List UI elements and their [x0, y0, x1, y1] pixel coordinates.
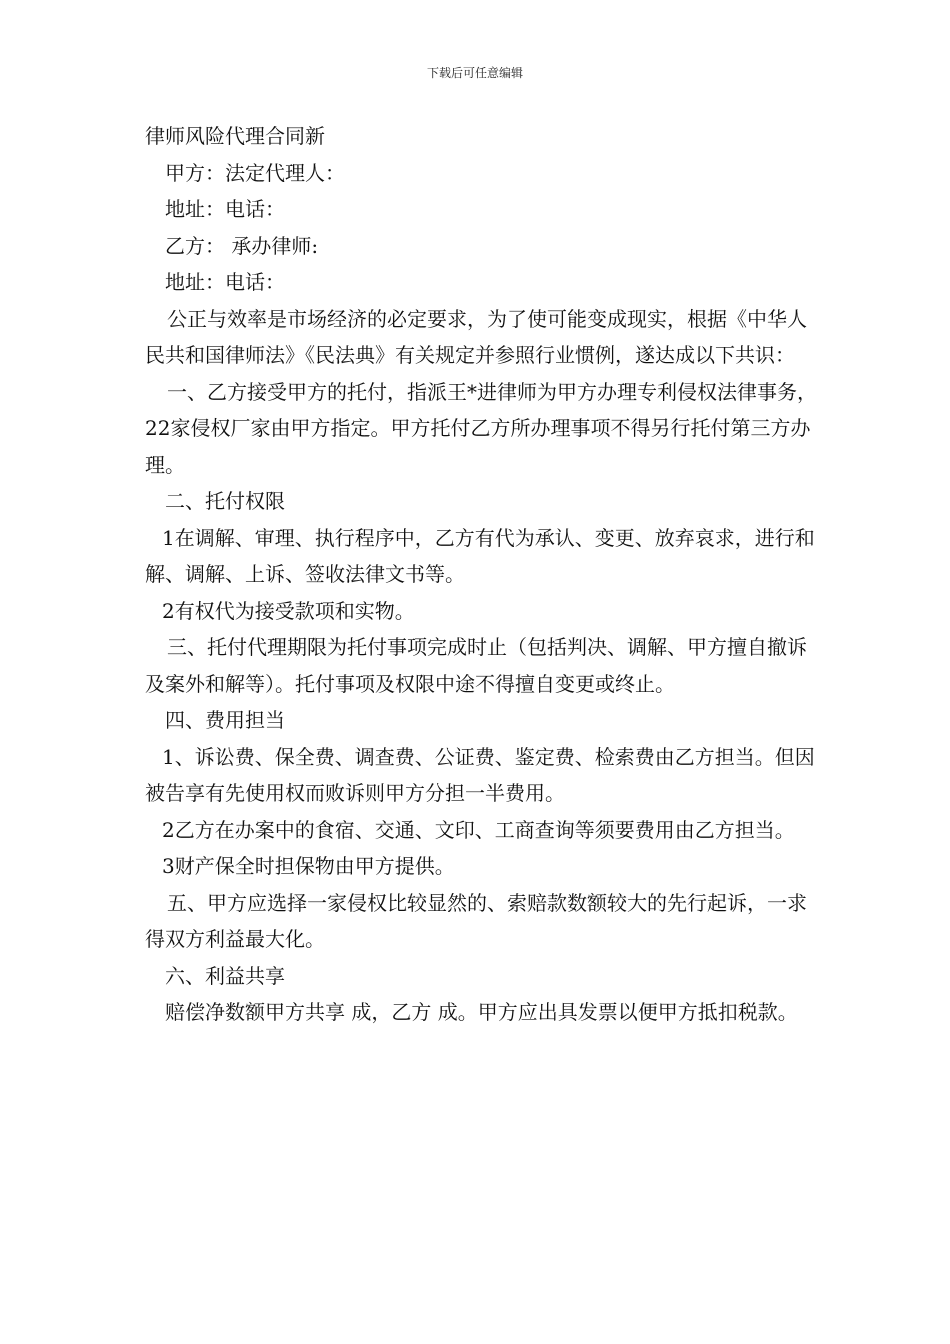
clause-4-heading: 四、费用担当 — [165, 708, 285, 732]
party-b-line: 乙方： 承办律师: — [165, 233, 319, 258]
party-a-line: 甲方：法定代理人： — [165, 160, 345, 185]
clause-1-paragraph: 一、乙方接受甲方的托付，指派王*进律师为甲方办理专利侵权法律事务，22家侵权厂家由甲方指定。甲方托付乙方所办理事项不得另行托付第三方办理。 — [145, 379, 817, 477]
clause-5-paragraph: 五、甲方应选择一家侵权比较显然的、索赔款数额较大的先行起诉，一求得双方利益最大化。 — [145, 890, 807, 951]
clause-6-heading: 六、利益共享 — [165, 963, 285, 988]
clause-3-paragraph: 三、托付代理期限为托付事项完成时止（包括判决、调解、甲方擅自撤诉及案外和解等）。托付事项及权限中途不得擅自变更或终止。 — [145, 635, 807, 696]
clause-4-item-1: 1、诉讼费、保全费、调查费、公证费、鉴定费、检索费由乙方担当。但因被告享有先使用权而败诉则甲方分担一半费用。 — [145, 744, 815, 805]
clause-2-item-2: 2有权代为接受款项和实物。 — [162, 598, 415, 623]
preamble-paragraph: 公正与效率是市场经济的必定要求，为了使可能变成现实，根据《中华人民共和国律师法》《民法典》有关规定并参照行业惯例，遂达成以下共识： — [145, 306, 807, 367]
document-title: 律师风险代理合同新 — [145, 124, 325, 148]
clause-4-item-2: 2乙方在办案中的食宿、交通、文印、工商查询等须要费用由乙方担当。 — [162, 817, 795, 842]
clause-4-item-3: 3财产保全时担保物由甲方提供。 — [162, 854, 455, 878]
party-a-address-line: 地址：电话： — [165, 197, 285, 221]
party-b-address-line: 地址：电话： — [165, 270, 285, 294]
header-note: 下载后可任意编辑 — [426, 66, 523, 80]
clause-2-item-1: 1在调解、审理、执行程序中，乙方有代为承认、变更、放弃哀求，进行和解、调解、上诉、签收法律文书等。 — [145, 525, 815, 586]
clause-6-paragraph: 赔偿净数额甲方共享 成，乙方 成。甲方应出具发票以便甲方抵扣税款。 — [165, 1000, 798, 1024]
clause-2-heading: 二、托付权限 — [165, 489, 285, 513]
document-body — [145, 118, 825, 1031]
